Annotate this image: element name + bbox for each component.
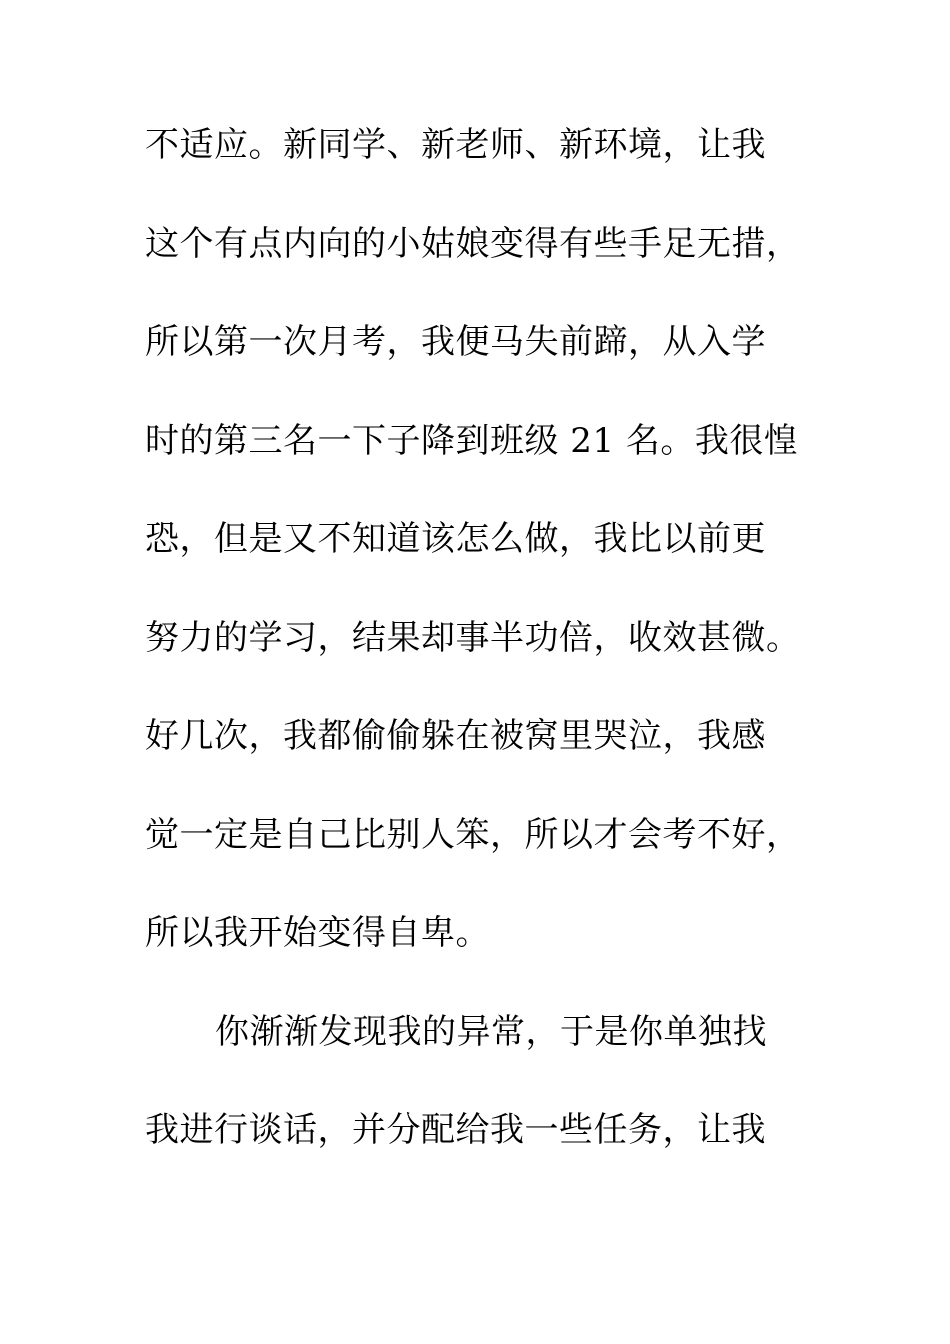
text-line-7: 好几次，我都偷偷躲在被窝里哭泣，我感 [145, 716, 766, 756]
text-line-9: 所以我开始变得自卑。 [145, 913, 490, 953]
text-line-10: 你渐渐发现我的异常，于是你单独找 [215, 1011, 767, 1052]
text-line-4: 时的第三名一下子降到班级 21 名。我很惶 [145, 420, 799, 461]
text-line-6: 努力的学习，结果却事半功倍，收效甚微。 [145, 617, 801, 658]
text-line-11: 我进行谈话，并分配给我一些任务，让我 [145, 1110, 766, 1150]
body-text [145, 125, 825, 1212]
text-line-2: 这个有点内向的小姑娘变得有些手足无措， [145, 223, 801, 264]
text-line-1: 不适应。新同学、新老师、新环境，让我 [145, 125, 766, 165]
text-line-8: 觉一定是自己比别人笨，所以才会考不好， [145, 814, 801, 855]
text-line-5: 恐，但是又不知道该怎么做，我比以前更 [145, 519, 766, 559]
text-line-3: 所以第一次月考，我便马失前蹄，从入学 [145, 322, 766, 362]
